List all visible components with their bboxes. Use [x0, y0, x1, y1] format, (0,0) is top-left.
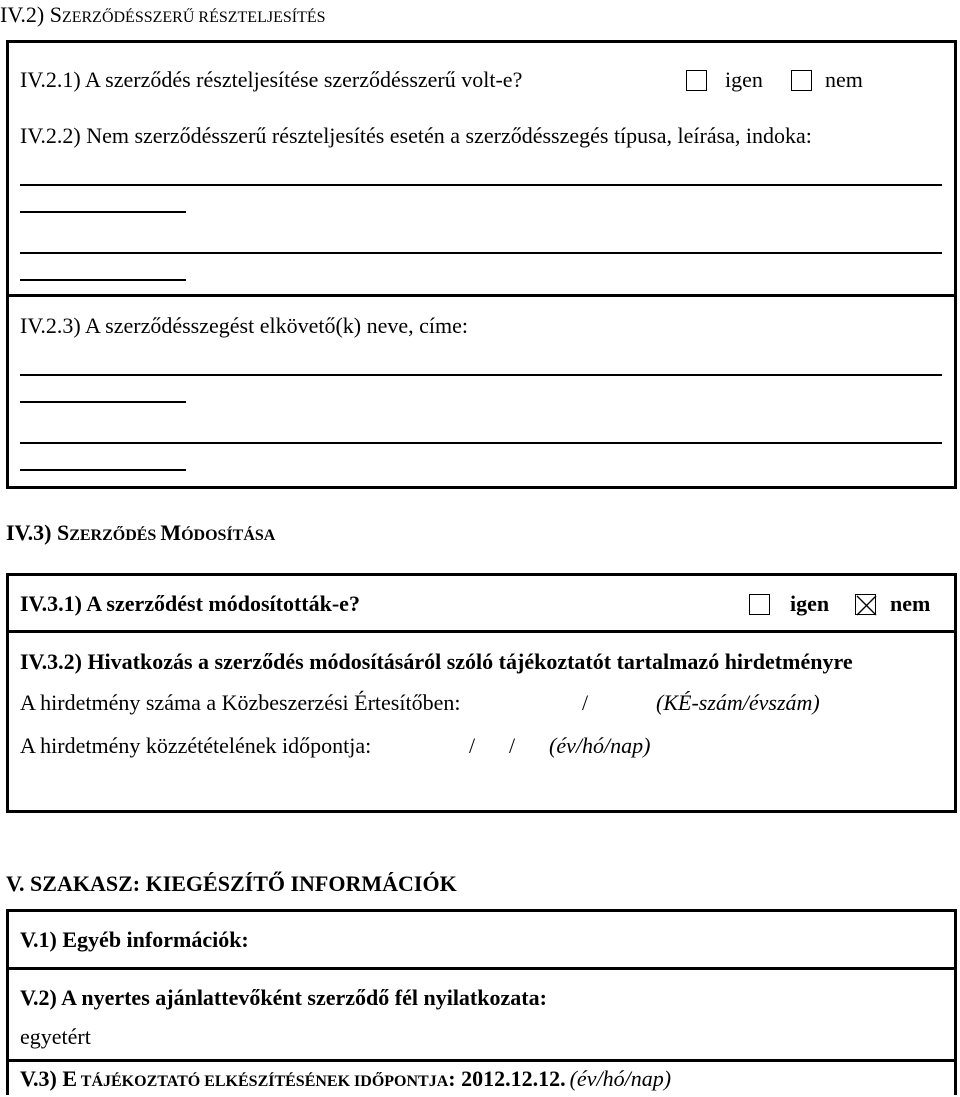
v3-hint: (év/hó/nap) — [569, 1066, 672, 1091]
row-divider — [6, 967, 957, 970]
heading-mid: ZERZŐDÉS — [69, 527, 161, 544]
answer-line[interactable] — [20, 374, 942, 376]
table-left-border — [6, 909, 9, 1095]
row-divider — [6, 1059, 957, 1062]
checkbox-label-yes: igen — [725, 67, 763, 92]
v2-value: egyetért — [20, 1024, 91, 1049]
section-heading-iv2 — [0, 2, 326, 28]
checkbox-iv3-1-yes[interactable] — [749, 594, 770, 615]
publication-date-hint: (év/hó/nap) — [549, 733, 651, 758]
checkbox-label-yes: igen — [790, 591, 830, 616]
answer-line[interactable] — [20, 211, 186, 213]
heading-first: IV.2) S — [0, 2, 62, 27]
notice-number-hint: (KÉ-szám/évszám) — [656, 690, 820, 715]
v3-date: 2012.12.12. — [461, 1066, 566, 1091]
publication-date-label: A hirdetmény közzétételének időpontja: — [20, 733, 372, 758]
v2-label: V.2) A nyertes ajánlattevőként szerződő fél nyilatkozata: — [20, 985, 547, 1010]
section-heading-v: V. SZAKASZ: KIEGÉSZÍTŐ INFORMÁCIÓK — [6, 871, 457, 896]
answer-line[interactable] — [20, 442, 942, 444]
publication-date-separator[interactable]: / — [509, 733, 516, 758]
checkbox-iv2-1-yes[interactable] — [686, 70, 707, 91]
checkbox-label-no: nem — [890, 591, 931, 616]
checkbox-iv3-1-no[interactable] — [855, 594, 876, 615]
v3-line — [20, 1066, 671, 1092]
notice-number-separator[interactable]: / — [582, 690, 589, 715]
row-divider — [6, 294, 957, 297]
heading-rest: ZERZŐDÉSSZERŰ RÉSZTELJESÍTÉS — [61, 9, 326, 26]
notice-number-label: A hirdetmény száma a Közbeszerzési Értesítőben: — [20, 690, 461, 715]
v3-prefix: V.3) E — [20, 1066, 78, 1091]
row-divider — [6, 630, 957, 633]
heading-m: M — [160, 520, 182, 545]
answer-line[interactable] — [20, 252, 942, 254]
question-iv2-2: IV.2.2) Nem szerződésszerű részteljesítés esetén a szerződésszegés típusa, leírása, indoka: — [20, 123, 812, 148]
answer-line[interactable] — [20, 279, 186, 281]
answer-line[interactable] — [20, 184, 942, 186]
question-iv3-1: IV.3.1) A szerződést módosították-e? — [20, 591, 360, 616]
question-iv2-1: IV.2.1) A szerződés részteljesítése szerződésszerű volt-e? — [20, 67, 523, 92]
row-divider — [6, 909, 957, 912]
checkbox-iv2-1-no[interactable] — [791, 70, 812, 91]
heading-rest: ÓDOSÍTÁSA — [181, 527, 276, 544]
heading-prefix: IV.3) S — [6, 520, 70, 545]
v3-smallcaps: TÁJÉKOZTATÓ ELKÉSZÍTÉSÉNEK IDŐPONTJA — [77, 1073, 449, 1090]
question-iv2-3: IV.2.3) A szerződésszegést elkövető(k) neve, címe: — [20, 313, 469, 338]
question-iv3-2: IV.3.2) Hivatkozás a szerződés módosításáról szóló tájékoztatót tartalmazó hirdetményre — [20, 649, 853, 674]
v3-colon: : — [448, 1066, 462, 1091]
section-box-iv2 — [6, 40, 957, 489]
answer-line[interactable] — [20, 401, 186, 403]
v1-label: V.1) Egyéb információk: — [20, 927, 249, 952]
publication-date-separator[interactable]: / — [469, 733, 476, 758]
table-right-border — [954, 909, 957, 1095]
answer-line[interactable] — [20, 469, 186, 471]
section-heading-iv3 — [6, 520, 275, 546]
checkbox-label-no: nem — [825, 67, 863, 92]
checkmark-x-icon — [856, 595, 877, 616]
